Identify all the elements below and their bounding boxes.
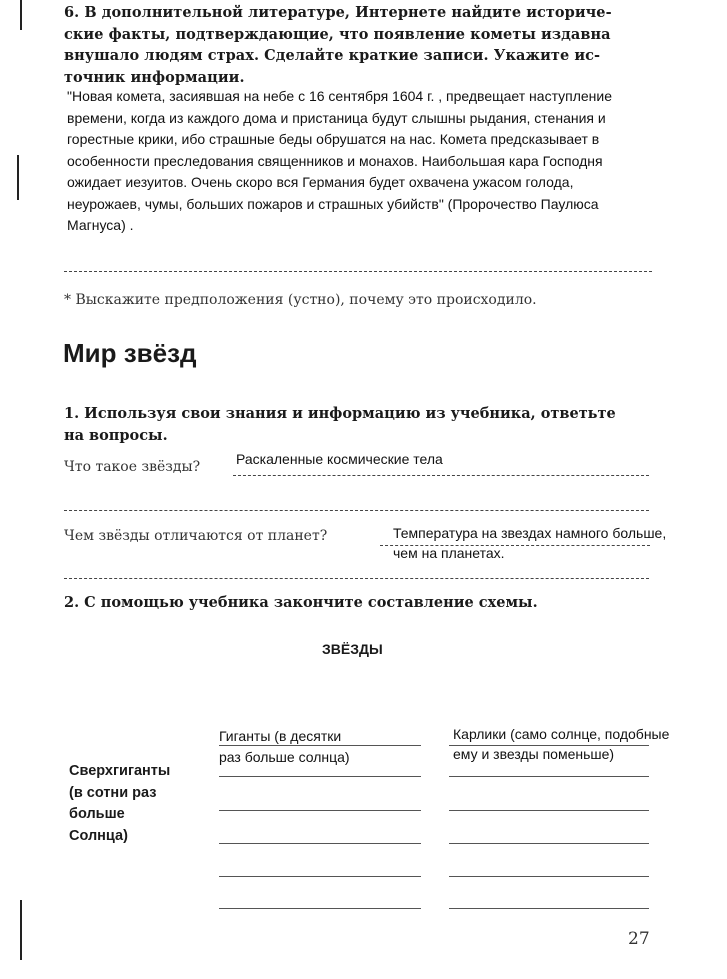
answer-what-are-stars: Раскаленные космические тела: [236, 451, 443, 467]
scan-edge-mark: [20, 900, 22, 960]
section-title: Мир звёзд: [63, 338, 197, 368]
dwarfs-line: Карлики (само солнце, подобные: [453, 726, 670, 742]
task2-heading: 2. С помощью учебника закончите составление схемы.: [64, 594, 538, 611]
dwarfs-line-blank: [449, 908, 649, 909]
supergiants-line: Сверхгиганты: [69, 763, 171, 779]
heading-line: точник информации.: [64, 68, 245, 86]
task6-heading: [64, 2, 674, 88]
giants-line-blank: [219, 876, 421, 877]
scan-edge-mark: [17, 155, 19, 200]
heading-line: внушало людям страх. Сделайте краткие записи. Укажите ис-: [64, 47, 601, 64]
answer-stars-vs-planets: [393, 523, 666, 563]
supergiants-line: (в сотни раз: [69, 784, 157, 801]
heading-line: на вопросы.: [64, 426, 168, 444]
task6-note: * Выскажите предположения (устно), почему это происходило.: [64, 292, 537, 308]
heading-line: ские факты, подтверждающие, что появление кометы издавна: [64, 25, 611, 43]
scheme-title: ЗВЁЗДЫ: [322, 641, 383, 657]
giants-line-blank: [219, 843, 421, 844]
answer-line: Магнуса) .: [67, 217, 134, 233]
answer-line: неурожаев, чумы, больших пожаров и страшных убийств" (Пророчество Паулюса: [67, 195, 599, 212]
answer-line: чем на планетах.: [393, 545, 505, 561]
dwarfs-line-blank: [449, 843, 649, 844]
heading-line: 1. Используя свои знания и информацию из учебника, ответьте: [64, 405, 616, 422]
answer-line: горестные крики, ибо страшные беды обрушатся на нас. Комета предсказывает в: [67, 131, 600, 147]
giants-line-blank: [219, 908, 421, 909]
writing-line: [64, 271, 652, 272]
dwarfs-line-blank: [449, 876, 649, 877]
answer-line: Температура на звездах намного больше,: [393, 525, 667, 541]
giants-line: раз больше солнца): [219, 749, 350, 765]
question-stars-vs-planets: Чем звёзды отличаются от планет?: [64, 528, 328, 544]
writing-line: [64, 510, 649, 511]
scheme-dwarfs: [453, 724, 669, 764]
answer-line: времени, когда из каждого дома и пристаница будут слышны рыдания, стенания и: [67, 109, 606, 126]
task1-heading: [64, 403, 684, 446]
writing-line: [233, 475, 649, 476]
supergiants-line: больше: [69, 806, 125, 822]
writing-line: [64, 578, 649, 579]
dwarfs-line-blank: [449, 776, 649, 777]
question-what-are-stars: Что такое звёзды?: [64, 459, 201, 475]
page-number: 27: [628, 929, 650, 949]
heading-line: 6. В дополнительной литературе, Интернете найдите историче-: [64, 4, 612, 21]
answer-line: особенности преследования священников и монахов. Наибольшая кара Господня: [67, 152, 603, 169]
answer-line: "Новая комета, засиявшая на небе с 16 сентября 1604 г. , предвещает наступление: [67, 88, 613, 104]
dwarfs-line-blank: [449, 745, 649, 746]
supergiants-line: Солнца): [69, 827, 128, 844]
answer-line: ожидает иезуитов. Очень скоро вся Германия будет охвачена ужасом голода,: [67, 174, 574, 190]
giants-line-blank: [219, 810, 421, 811]
scheme-giants: [219, 726, 350, 768]
giants-line-blank: [219, 776, 421, 777]
giants-line: Гиганты (в десятки: [219, 728, 342, 744]
dwarfs-line: ему и звезды поменьше): [453, 746, 615, 762]
giants-line-blank: [219, 745, 421, 746]
scan-edge-mark: [20, 0, 22, 30]
writing-line: [380, 545, 650, 546]
task6-answer: [67, 86, 727, 237]
scheme-supergiants: [69, 761, 170, 847]
dwarfs-line-blank: [449, 810, 649, 811]
